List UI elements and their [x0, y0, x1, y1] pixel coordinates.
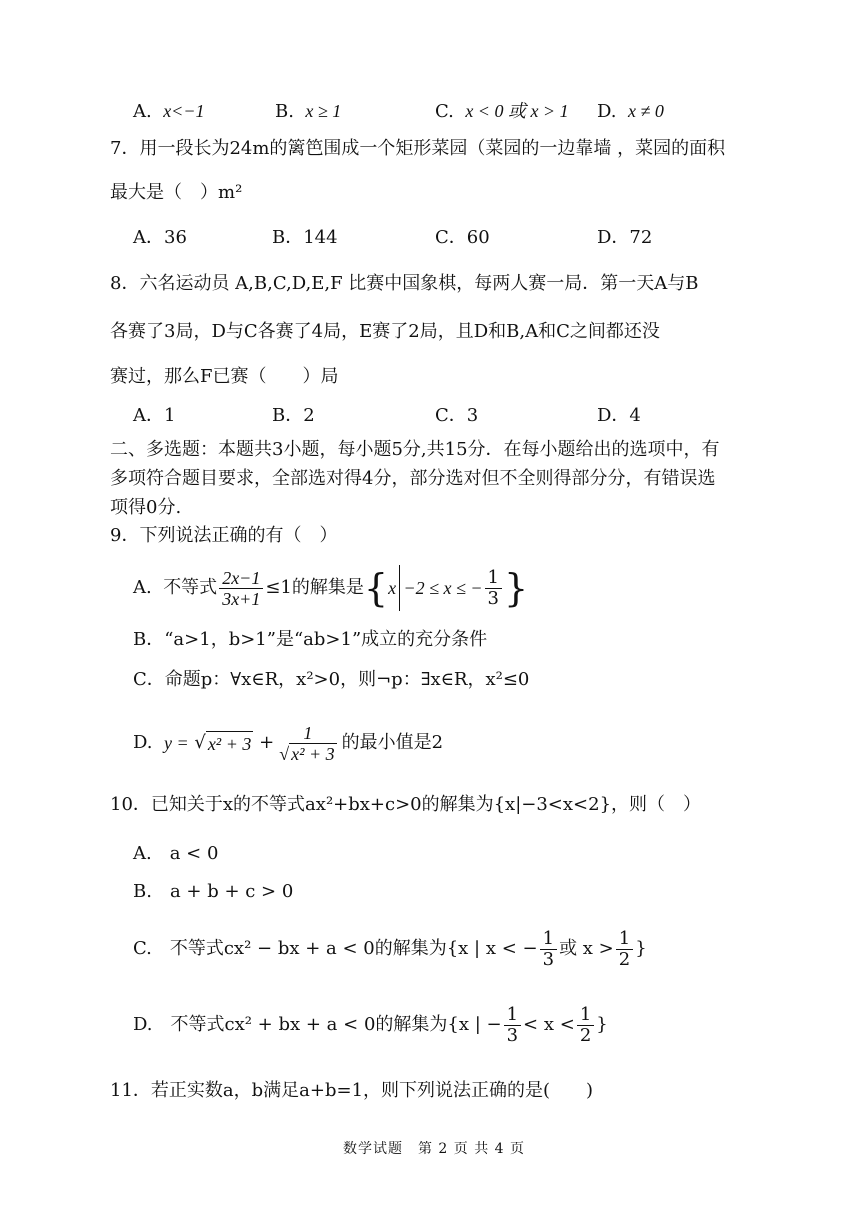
q10-option-d: D. 不等式cx² + bx + a < 0的解集为{x | − $\frac{1}{3}$ < x < $\frac{1}{2}$ } — [133, 1003, 608, 1046]
q8-option-a: A．1 — [133, 405, 176, 426]
q8-stem-line3: 赛过，那么F已赛（ ）局 — [110, 366, 339, 387]
q6-option-b: B. x ≥ 1 — [275, 101, 342, 122]
section2-line2: 多项符合题目要求，全部选对得4分，部分选对但不全则得部分分，有错误选 — [110, 468, 716, 489]
q8-option-d: D．4 — [597, 405, 641, 426]
q6-option-c: C. x < 0 或 x > 1 — [435, 101, 569, 122]
q10-option-a: A. a < 0 — [133, 843, 219, 864]
q11-stem: 11．若正实数a，b满足a+b=1，则下列说法正确的是( ) — [110, 1080, 594, 1101]
q7-option-d: D．72 — [597, 227, 653, 248]
q10-option-b: B. a + b + c > 0 — [133, 881, 294, 902]
q9-option-d: D. y = √ x² + 3 + $\frac{1}{\text{√ x² + 3}}$ 的最小值是2 — [133, 722, 444, 764]
q6-option-d: D. x ≠ 0 — [597, 101, 664, 122]
q8-stem-line1: 8．六名运动员 A,B,C,D,E,F 比赛中国象棋，每两人赛一局．第一天A与B — [110, 273, 699, 294]
q7-stem-line2: 最大是（ ）m² — [110, 182, 243, 203]
q10-option-c: C. 不等式cx² − bx + a < 0的解集为{x | x < − $\frac{1}{3}$ 或 x > $\frac{1}{2}$ } — [133, 927, 647, 970]
q8-option-b: B．2 — [272, 405, 315, 426]
q7-option-a: A．36 — [133, 227, 187, 248]
section2-line1: 二、多选题：本题共3小题，每小题5分,共15分．在每小题给出的选项中，有 — [110, 439, 720, 460]
q7-option-c: C．60 — [435, 227, 490, 248]
q8-stem-line2: 各赛了3局，D与C各赛了4局，E赛了2局，且D和B,A和C之间都还没 — [110, 321, 660, 342]
q7-stem-line1: 7．用一段长为24m的篱笆围成一个矩形菜园（菜园的一边靠墙 ，菜园的面积 — [110, 138, 726, 159]
q6-option-a: A. x<−1 — [133, 101, 205, 122]
q9-option-a: A. 不等式 $\frac{2x-1}{3x+1}$ ≤1的解集是 { x −2 ≤ x ≤ − $\frac{1}{3}$ } — [133, 566, 529, 610]
q9-option-b: B．“a>1，b>1”是“ab>1”成立的充分条件 — [133, 629, 488, 650]
section2-line3: 项得0分. — [110, 497, 182, 518]
page-footer: 数学试题 第 2 页 共 4 页 — [342, 1141, 526, 1157]
q9-stem: 9．下列说法正确的有（ ） — [110, 525, 338, 546]
q8-option-c: C．3 — [435, 405, 479, 426]
q9-option-c: C．命题p：∀x∈R，x²>0，则¬p：∃x∈R，x²≤0 — [133, 669, 530, 690]
q10-stem: 10．已知关于x的不等式ax²+bx+c>0的解集为{x|−3<x<2}，则（ ） — [110, 794, 702, 815]
q7-option-b: B．144 — [272, 227, 338, 248]
